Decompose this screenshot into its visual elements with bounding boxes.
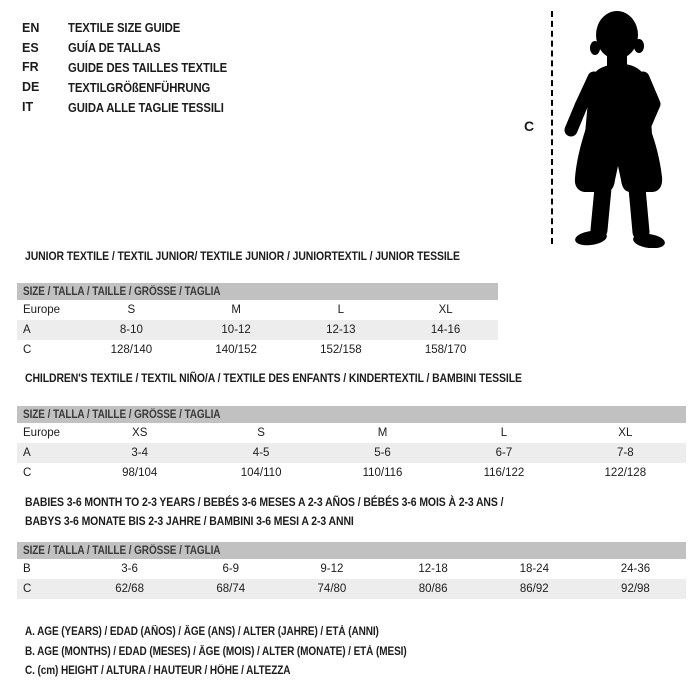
size-cell: S xyxy=(257,427,265,439)
size-cell: 92/98 xyxy=(621,583,650,595)
size-cell: 24-36 xyxy=(620,563,651,575)
guide-title: GUIDA ALLE TAGLIE TESSILI xyxy=(68,99,224,115)
size-cell: L xyxy=(500,427,508,439)
size-cell: M xyxy=(377,427,388,439)
babies-size-table xyxy=(17,542,686,599)
size-cell: 7-8 xyxy=(617,447,634,459)
toddler-silhouette-icon xyxy=(558,8,694,248)
size-header-band: SIZE / TALLA / TAILLE / GRÖSSE / TAGLIA xyxy=(17,406,686,423)
table-row-europe xyxy=(17,300,498,320)
size-cell: 12-13 xyxy=(326,324,356,336)
size-cell: 122/128 xyxy=(604,467,647,479)
row-label: A xyxy=(23,447,31,459)
footnotes xyxy=(25,626,464,685)
language-code: FR xyxy=(22,60,39,75)
size-cell: 9-12 xyxy=(320,563,344,575)
section-title-children: CHILDREN'S TEXTILE / TEXTIL NIÑO/A / TEXTILE DES ENFANTS / KINDERTEXTIL / BAMBINI TESSILE xyxy=(25,371,522,385)
size-cell: 104/110 xyxy=(240,467,282,479)
language-row xyxy=(22,97,251,117)
size-cell: M xyxy=(231,304,241,316)
junior-size-table xyxy=(17,283,498,360)
row-label: Europe xyxy=(23,304,61,316)
table-row-age-months xyxy=(17,559,686,579)
guide-title: TEXTILE SIZE GUIDE xyxy=(68,20,181,36)
guide-title: TEXTILGRÖßENFÜHRUNG xyxy=(68,79,211,95)
size-cell: 4-5 xyxy=(252,447,270,459)
size-figure xyxy=(520,8,698,250)
table-row-europe xyxy=(17,423,686,443)
size-cell: 110/116 xyxy=(362,467,403,479)
row-label: C xyxy=(23,583,32,595)
section-title-babies: BABIES 3-6 MONTH TO 2-3 YEARS / BEBÉS 3-6 MESES A 2-3 AÑOS / BÉBÉS 3-6 MOIS À 2-3 ANS / BABYS 3-6 MONATE BIS 2-3 JAHRE / BAMBINI 3-6 MESI A 2-3 ANNI xyxy=(25,495,504,528)
size-cell: 80/86 xyxy=(418,583,448,595)
language-code: EN xyxy=(22,20,40,35)
size-cell: 116/122 xyxy=(483,467,525,479)
size-cell: XL xyxy=(438,304,453,316)
size-cell: 3-6 xyxy=(121,563,138,575)
footnote-age-years: A. AGE (YEARS) / EDAD (AÑOS) / ÂGE (ANS) / ALTER (JAHRE) / ETÀ (ANNI) xyxy=(25,626,379,638)
size-cell: XS xyxy=(132,427,148,439)
language-title-list xyxy=(22,18,251,117)
size-cell: 62/68 xyxy=(115,583,144,595)
language-code: DE xyxy=(22,80,40,95)
size-cell: 98/104 xyxy=(122,467,158,479)
section-title-junior: JUNIOR TEXTILE / TEXTIL JUNIOR/ TEXTILE JUNIOR / JUNIORTEXTIL / JUNIOR TESSILE xyxy=(25,249,460,263)
footnote-age-months: B. AGE (MONTHS) / EDAD (MESES) / ÂGE (MOIS) / ALTER (MONATE) / ETÀ (MESI) xyxy=(25,645,407,658)
language-code: IT xyxy=(22,100,34,115)
size-cell: S xyxy=(127,304,136,316)
figure-measure-label: C xyxy=(524,118,535,134)
table-row-age-years xyxy=(17,443,686,463)
size-cell: 18-24 xyxy=(519,563,549,575)
size-cell: L xyxy=(337,304,345,316)
language-code: ES xyxy=(22,40,39,55)
size-cell: 14-16 xyxy=(430,324,461,336)
size-cell: 152/158 xyxy=(320,344,362,356)
row-label: Europe xyxy=(23,427,61,439)
row-label: A xyxy=(23,324,31,336)
table-row-height xyxy=(17,463,686,483)
size-cell: 140/152 xyxy=(215,344,257,356)
language-row xyxy=(22,18,251,38)
table-row-age-years xyxy=(17,320,498,340)
row-label: C xyxy=(23,344,32,356)
size-cell: 6-7 xyxy=(495,447,513,459)
language-row xyxy=(22,77,251,97)
language-row xyxy=(22,38,251,58)
size-header-band: SIZE / TALLA / TAILLE / GRÖSSE / TAGLIA xyxy=(17,283,498,300)
children-size-table xyxy=(17,406,686,483)
height-measure-dashed-line xyxy=(551,11,553,244)
guide-title: GUÍA DE TALLAS xyxy=(68,40,161,56)
table-row-height xyxy=(17,340,498,360)
row-label: B xyxy=(23,563,31,575)
language-row xyxy=(22,58,251,78)
size-cell: 12-18 xyxy=(418,563,448,575)
table-row-height xyxy=(17,579,686,599)
size-cell: 3-4 xyxy=(131,447,149,459)
size-cell: XL xyxy=(618,427,633,439)
size-cell: 86/92 xyxy=(519,583,549,595)
size-cell: 68/74 xyxy=(216,583,246,595)
size-cell: 6-9 xyxy=(222,563,240,575)
row-label: C xyxy=(23,467,32,479)
size-cell: 128/140 xyxy=(110,344,153,356)
size-cell: 158/170 xyxy=(424,344,467,356)
size-header-band: SIZE / TALLA / TAILLE / GRÖSSE / TAGLIA xyxy=(17,542,686,559)
guide-title: GUIDE DES TAILLES TEXTILE xyxy=(68,59,228,75)
size-cell: 10-12 xyxy=(221,324,251,336)
footnote-height: C. (cm) HEIGHT / ALTURA / HAUTEUR / HÖHE / ALTEZZA xyxy=(25,665,291,678)
size-cell: 8-10 xyxy=(119,324,143,336)
size-cell: 74/80 xyxy=(317,583,347,595)
size-cell: 5-6 xyxy=(374,447,391,459)
